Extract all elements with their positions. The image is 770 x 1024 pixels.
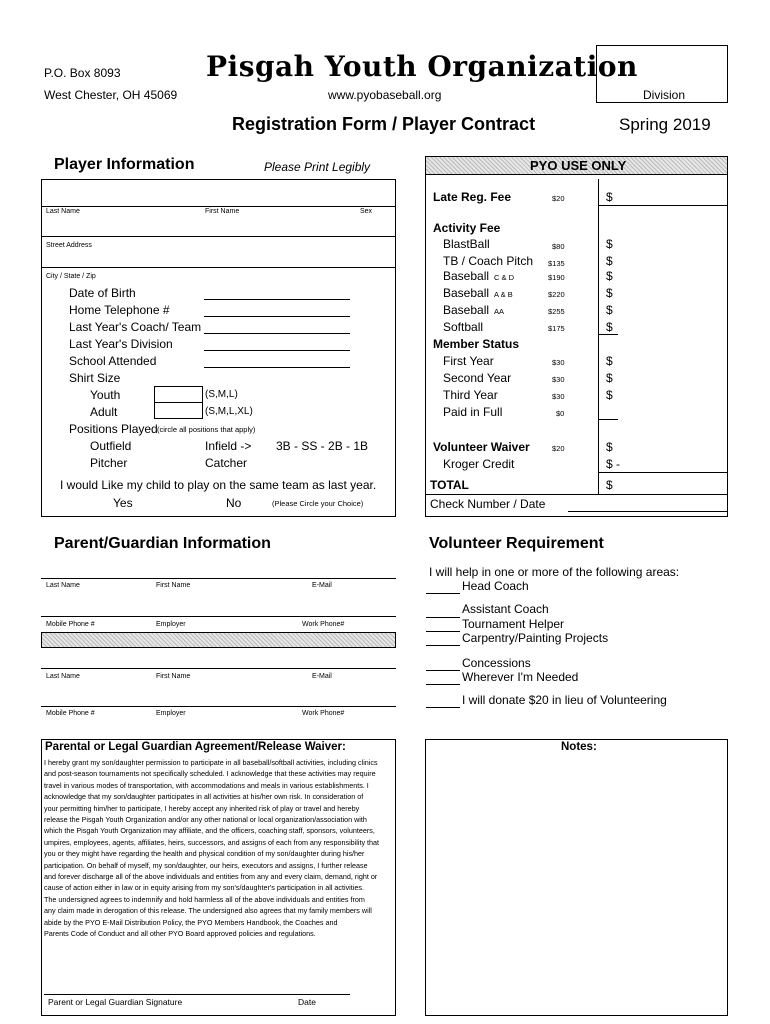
softball-label: Softball bbox=[443, 320, 484, 334]
waiver-line: and post-season tournaments not specifically scheduled. I acknowledge that these activities may require bbox=[44, 769, 376, 779]
signature-line[interactable] bbox=[44, 994, 350, 995]
org-name: Pisgah Youth Organization bbox=[206, 50, 638, 83]
waiver-line: you or they might have regarding the health and physical condition of my son/daughter during his/her bbox=[44, 849, 365, 859]
waiver-line: which the Pisgah Youth Organization may affiliate, and the officers, coaching staff, sponsors, volunteers, bbox=[44, 826, 375, 836]
last-coach-label: Last Year's Coach/ Team bbox=[69, 320, 202, 334]
second-year-dollar: $ bbox=[606, 371, 613, 385]
softball-dollar: $ bbox=[606, 320, 613, 334]
waiver-line: release the Pisgah Youth Organization and/or any other national or local organization/association with bbox=[44, 815, 367, 825]
waiver-line: travel in various modes of transportation, with accommodations and meals in various establishments. I bbox=[44, 780, 369, 790]
pyo-heading: PYO USE ONLY bbox=[530, 158, 627, 173]
baseball-cd-label: Baseball bbox=[443, 269, 490, 283]
blastball-dollar: $ bbox=[606, 237, 613, 251]
volunteer-waiver-label: Volunteer Waiver bbox=[433, 440, 530, 454]
kroger-credit-label: Kroger Credit bbox=[443, 457, 515, 471]
waiver-line: abide by the PYO E-Mail Distribution Policy, the PYO Members Handbook, the Coaches and bbox=[44, 917, 338, 927]
infield-positions[interactable]: 3B - SS - 2B - 1B bbox=[276, 439, 369, 453]
guardian1-phone-line[interactable] bbox=[41, 616, 396, 617]
concessions-blank[interactable] bbox=[426, 670, 460, 671]
dob-label: Date of Birth bbox=[69, 286, 136, 300]
positions-note: (circle all positions that apply) bbox=[157, 425, 256, 434]
baseball-aa-dollar: $ bbox=[606, 303, 613, 317]
notes-box[interactable] bbox=[425, 739, 728, 1016]
sex-label: Sex bbox=[360, 208, 373, 215]
shirt-size-label: Shirt Size bbox=[69, 371, 121, 385]
city-address: West Chester, OH 45069 bbox=[44, 88, 178, 102]
third-year-amount: $30 bbox=[552, 392, 565, 401]
volunteer-wherever-needed: Wherever I'm Needed bbox=[462, 670, 579, 684]
check-number-field[interactable] bbox=[568, 511, 728, 512]
division-box[interactable] bbox=[596, 45, 728, 103]
first-name-label: First Name bbox=[205, 208, 240, 215]
waiver-line: any claim made in derogation of this release. The undersigned also agrees that my family members will bbox=[44, 906, 372, 916]
baseball-cd-dollar: $ bbox=[606, 269, 613, 283]
kroger-credit-dollar: $ - bbox=[606, 457, 621, 471]
waiver-line: umpires, employees, agents, affiliates, heirs, successors, and assigns of each from any responsibility that bbox=[44, 837, 380, 847]
guardian2-mobile: Mobile Phone # bbox=[46, 710, 95, 717]
volunteer-tournament-helper: Tournament Helper bbox=[462, 617, 565, 631]
activity-fee-line[interactable] bbox=[598, 334, 618, 335]
dob-field[interactable] bbox=[204, 299, 350, 300]
late-fee-line[interactable] bbox=[598, 205, 728, 206]
third-year-label: Third Year bbox=[443, 388, 498, 402]
paid-full-label: Paid in Full bbox=[443, 405, 503, 419]
waiver-body bbox=[44, 757, 394, 940]
total-line[interactable] bbox=[425, 494, 728, 495]
volunteer-carpentry: Carpentry/Painting Projects bbox=[462, 631, 609, 645]
tb-coach-dollar: $ bbox=[606, 254, 613, 268]
paid-full-amount: $0 bbox=[556, 409, 565, 418]
kroger-line[interactable] bbox=[598, 472, 728, 473]
waiver-line: participation. On behalf of myself, my son/daughter, our heirs, executors and assigns, I further release bbox=[44, 860, 368, 870]
guardian2-email: E-Mail bbox=[312, 673, 332, 680]
infield-option[interactable]: Infield -> bbox=[205, 439, 252, 453]
last-coach-field[interactable] bbox=[204, 333, 350, 334]
first-year-dollar: $ bbox=[606, 354, 613, 368]
youth-size-box[interactable] bbox=[154, 386, 203, 403]
baseball-aa-amount: $255 bbox=[548, 307, 565, 316]
baseball-cd-amount: $190 bbox=[548, 273, 565, 282]
pitcher-option[interactable]: Pitcher bbox=[90, 456, 128, 470]
school-field[interactable] bbox=[204, 367, 350, 368]
guardian1-mobile: Mobile Phone # bbox=[46, 621, 95, 628]
guardian1-last-name: Last Name bbox=[46, 582, 80, 589]
guardian-separator-bar bbox=[41, 632, 396, 648]
member-status-line[interactable] bbox=[598, 419, 618, 420]
catcher-option[interactable]: Catcher bbox=[205, 456, 248, 470]
street-label: Street Address bbox=[46, 242, 92, 249]
guardian1-email: E-Mail bbox=[312, 582, 332, 589]
wherever-needed-blank[interactable] bbox=[426, 684, 460, 685]
home-phone-field[interactable] bbox=[204, 316, 350, 317]
baseball-ab-grade: A & B bbox=[494, 290, 513, 299]
volunteer-assistant-coach: Assistant Coach bbox=[462, 602, 549, 616]
late-fee-dollar: $ bbox=[606, 190, 613, 204]
volunteer-waiver-amount: $20 bbox=[552, 444, 565, 453]
division-label: Division bbox=[643, 88, 686, 102]
website: www.pyobaseball.org bbox=[328, 88, 442, 102]
tournament-helper-blank[interactable] bbox=[426, 631, 460, 632]
same-team-no[interactable]: No bbox=[226, 496, 242, 510]
donate-blank[interactable] bbox=[426, 707, 460, 708]
waiver-line: Parents Code of Conduct and all other PYO Board approved policies and regulations. bbox=[44, 929, 316, 939]
guardian2-work-phone: Work Phone# bbox=[302, 710, 345, 717]
baseball-cd-grade: C & D bbox=[494, 273, 515, 282]
head-coach-blank[interactable] bbox=[426, 593, 460, 594]
date-label: Date bbox=[298, 997, 316, 1007]
volunteer-head-coach: Head Coach bbox=[462, 579, 529, 593]
first-year-amount: $30 bbox=[552, 358, 565, 367]
guardian1-work-phone: Work Phone# bbox=[302, 621, 345, 628]
late-fee-amount: $20 bbox=[552, 194, 565, 203]
guardian1-name-line[interactable] bbox=[41, 578, 396, 579]
softball-amount: $175 bbox=[548, 324, 565, 333]
activity-fee-label: Activity Fee bbox=[433, 221, 501, 235]
divider bbox=[41, 236, 396, 237]
pyo-header-bar bbox=[425, 156, 728, 175]
positions-label: Positions Played bbox=[69, 422, 158, 436]
waiver-line: The undersigned agrees to indemnify and hold harmless all of the above individuals and entities from bbox=[44, 894, 365, 904]
waiver-heading: Parental or Legal Guardian Agreement/Release Waiver: bbox=[45, 741, 346, 753]
second-year-label: Second Year bbox=[443, 371, 512, 385]
carpentry-blank[interactable] bbox=[426, 645, 460, 646]
baseball-ab-label: Baseball bbox=[443, 286, 490, 300]
last-division-label: Last Year's Division bbox=[69, 337, 173, 351]
volunteer-concessions: Concessions bbox=[462, 656, 531, 670]
blastball-label: BlastBall bbox=[443, 237, 490, 251]
waiver-line: cause of action either in law or in equity arising from my son's/daughter's participation in all activities. bbox=[44, 883, 364, 893]
print-note: Please Print Legibly bbox=[264, 160, 371, 174]
volunteer-heading: Volunteer Requirement bbox=[429, 535, 604, 552]
youth-label: Youth bbox=[90, 388, 121, 402]
city-state-zip-label: City / State / Zip bbox=[46, 273, 96, 280]
baseball-ab-amount: $220 bbox=[548, 290, 565, 299]
last-name-label: Last Name bbox=[46, 208, 80, 215]
signature-label: Parent or Legal Guardian Signature bbox=[48, 997, 183, 1007]
guardian2-name-line[interactable] bbox=[41, 668, 396, 669]
assistant-coach-blank[interactable] bbox=[426, 617, 460, 618]
same-team-yes[interactable]: Yes bbox=[113, 496, 133, 510]
baseball-aa-label: Baseball bbox=[443, 303, 490, 317]
last-division-field[interactable] bbox=[204, 350, 350, 351]
waiver-line: acknowledge that my son/daughter participates in all activities at his/her own risk. In consideration of bbox=[44, 792, 364, 802]
same-team-question: I would Like my child to play on the same team as last year. bbox=[60, 478, 377, 492]
blastball-amount: $80 bbox=[552, 242, 565, 251]
waiver-line: and forever discharge all of the above individuals and entities from any and every claim, demand, right or bbox=[44, 872, 378, 882]
waiver-line: I hereby grant my son/daughter permission to participate in all baseball/softball activities, including clinics bbox=[44, 758, 378, 767]
name-line[interactable] bbox=[41, 206, 396, 207]
player-info-heading: Player Information bbox=[54, 156, 195, 173]
volunteer-waiver-dollar: $ bbox=[606, 440, 613, 454]
check-number-label: Check Number / Date bbox=[430, 497, 546, 511]
guardian2-first-name: First Name bbox=[156, 673, 191, 680]
home-phone-label: Home Telephone # bbox=[69, 303, 170, 317]
guardian2-employer: Employer bbox=[156, 710, 186, 717]
notes-heading: Notes: bbox=[561, 741, 597, 753]
third-year-dollar: $ bbox=[606, 388, 613, 402]
total-dollar: $ bbox=[606, 478, 613, 492]
first-year-label: First Year bbox=[443, 354, 494, 368]
guardian2-last-name: Last Name bbox=[46, 673, 80, 680]
waiver-line: your permitting him/her to participate, I hereby accept any inherited risk of play or travel and hereby bbox=[44, 803, 360, 813]
second-year-amount: $30 bbox=[552, 375, 565, 384]
guardian1-employer: Employer bbox=[156, 621, 186, 628]
guardian2-phone-line[interactable] bbox=[41, 706, 396, 707]
adult-size-box[interactable] bbox=[154, 402, 203, 419]
pyo-divider bbox=[598, 179, 599, 495]
late-fee-label: Late Reg. Fee bbox=[433, 190, 512, 204]
volunteer-intro: I will help in one or more of the following areas: bbox=[429, 565, 680, 579]
adult-sizes: (S,M,L,XL) bbox=[205, 406, 253, 417]
volunteer-donate: I will donate $20 in lieu of Volunteering bbox=[462, 693, 667, 707]
circle-note: (Please Circle your Choice) bbox=[272, 499, 364, 508]
total-label: TOTAL bbox=[430, 478, 469, 492]
member-status-label: Member Status bbox=[433, 337, 520, 351]
tb-coach-label: TB / Coach Pitch bbox=[443, 254, 534, 268]
form-title: Registration Form / Player Contract bbox=[232, 114, 536, 134]
guardian1-first-name: First Name bbox=[156, 582, 191, 589]
baseball-ab-dollar: $ bbox=[606, 286, 613, 300]
po-box: P.O. Box 8093 bbox=[44, 66, 121, 80]
adult-label: Adult bbox=[90, 405, 118, 419]
season: Spring 2019 bbox=[619, 115, 711, 134]
school-label: School Attended bbox=[69, 354, 157, 368]
baseball-aa-grade: AA bbox=[494, 307, 505, 316]
tb-coach-amount: $135 bbox=[548, 259, 565, 268]
youth-sizes: (S,M,L) bbox=[205, 389, 238, 400]
outfield-option[interactable]: Outfield bbox=[90, 439, 132, 453]
street-line[interactable] bbox=[41, 267, 396, 268]
guardian-heading: Parent/Guardian Information bbox=[54, 535, 271, 552]
